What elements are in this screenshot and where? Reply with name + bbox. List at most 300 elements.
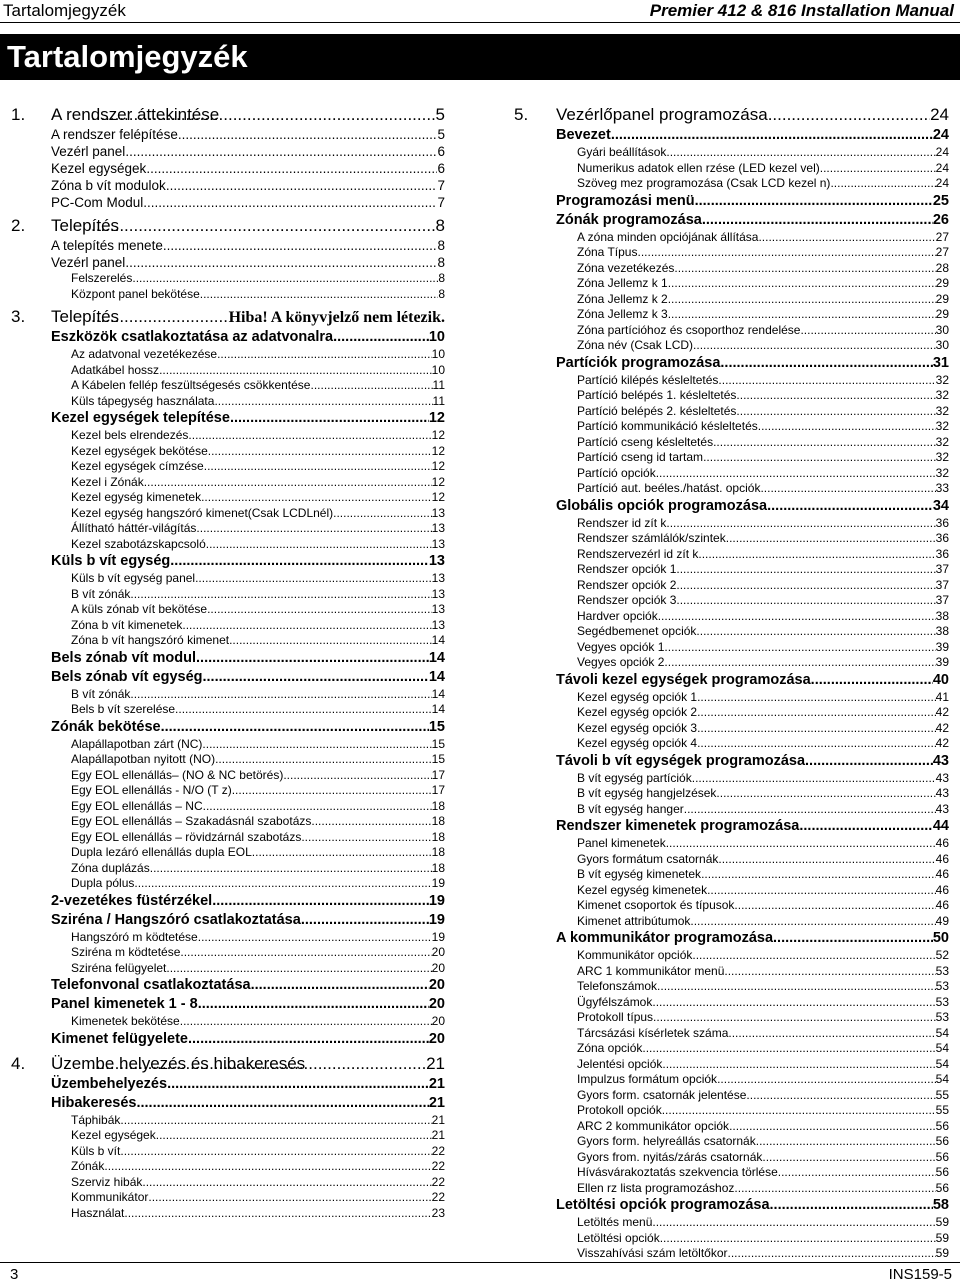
toc-dot-leader [91, 305, 229, 328]
toc-entry-page: 19 [431, 876, 445, 890]
toc-dot-leader [196, 521, 431, 537]
toc-entry[interactable] [514, 261, 949, 277]
toc-entry[interactable] [514, 126, 949, 145]
toc-entry[interactable] [11, 552, 445, 571]
toc-entry-title: Az adatvonal vezetékezése [71, 347, 218, 361]
toc-entry[interactable] [11, 194, 445, 211]
toc-dot-leader [212, 892, 429, 911]
toc-entry[interactable] [11, 602, 445, 618]
toc-entry-title: Alapállapotban zárt (NC) [71, 736, 203, 751]
toc-entry[interactable] [514, 786, 949, 802]
toc-entry-title: Letöltés menü [577, 1215, 653, 1229]
toc-entry[interactable] [514, 192, 949, 211]
toc-entry-page: 8 [437, 255, 445, 270]
toc-entry-title: Zóna b vít modulok [51, 178, 166, 193]
toc-entry[interactable] [11, 1206, 445, 1222]
toc-entry[interactable] [11, 1144, 445, 1160]
toc-entry[interactable] [11, 1052, 445, 1075]
toc-entry[interactable] [11, 768, 445, 784]
toc-dot-leader [136, 1094, 428, 1113]
toc-entry-page: 12 [431, 428, 445, 442]
toc-entry[interactable] [514, 1134, 949, 1150]
toc-entry[interactable] [514, 516, 949, 532]
toc-entry-title: Protokoll opciók [577, 1103, 662, 1117]
toc-entry-title: Bevezet [556, 127, 611, 143]
toc-entry[interactable] [11, 571, 445, 587]
toc-entry-title: Partíció cseng id tartam [577, 450, 704, 464]
toc-dot-leader [232, 783, 432, 799]
toc-entry[interactable] [514, 1119, 949, 1135]
toc-entry[interactable] [514, 609, 949, 625]
toc-entry-title: Kimenet felügyelete [51, 1030, 188, 1047]
toc-entry-page: 15 [431, 736, 445, 751]
toc-entry[interactable] [11, 177, 445, 194]
toc-entry[interactable] [514, 1165, 949, 1181]
toc-entry[interactable] [514, 373, 949, 389]
toc-entry[interactable] [514, 1057, 949, 1073]
toc-entry[interactable] [11, 103, 445, 126]
toc-dot-leader [310, 378, 432, 394]
toc-dot-leader [188, 428, 431, 444]
toc-entry[interactable] [514, 593, 949, 609]
toc-entry-title: Kimenetek bekötése [71, 1014, 180, 1028]
toc-entry[interactable] [11, 783, 445, 799]
toc-entry[interactable] [11, 718, 445, 737]
toc-entry[interactable] [514, 1041, 949, 1057]
toc-entry-title: Zóna vezetékezés [577, 260, 675, 275]
toc-entry[interactable] [514, 671, 949, 690]
toc-entry-title: Eszközök csatlakoztatása az adatvonalra [51, 329, 334, 345]
toc-dot-leader [652, 1215, 935, 1231]
toc-entry[interactable] [514, 948, 949, 964]
toc-entry[interactable] [514, 705, 949, 721]
toc-entry-page: 20 [428, 1030, 445, 1047]
toc-entry[interactable] [514, 771, 949, 787]
toc-entry[interactable] [514, 995, 949, 1011]
toc-entry-page: 13 [431, 602, 445, 616]
toc-entry[interactable] [11, 995, 445, 1014]
toc-entry[interactable] [514, 883, 949, 899]
toc-dot-leader [718, 373, 935, 389]
toc-dot-leader [144, 475, 432, 491]
toc-entry-page: 20 [431, 945, 445, 959]
toc-entry[interactable] [11, 409, 445, 428]
toc-entry[interactable] [514, 161, 949, 177]
toc-entry[interactable] [514, 466, 949, 482]
toc-entry[interactable] [514, 497, 949, 516]
toc-dot-leader [301, 830, 431, 846]
toc-entry-title: Globális opciók programozása [556, 497, 768, 514]
toc-entry-title: Üzembehelyezés [51, 1075, 168, 1092]
toc-dot-leader [695, 192, 933, 211]
toc-entry[interactable] [11, 394, 445, 410]
toc-entry-page: 46 [935, 898, 949, 912]
toc-entry-title: Zónák bekötése [51, 718, 161, 735]
toc-entry-page: 12 [431, 474, 445, 489]
toc-entry[interactable] [11, 1113, 445, 1129]
toc-entry-page: 20 [431, 960, 445, 975]
toc-entry-page: 27 [935, 229, 949, 244]
toc-entry[interactable] [514, 531, 949, 547]
toc-entry[interactable] [11, 976, 445, 995]
toc-entry-title: Táphibák [71, 1112, 121, 1127]
toc-entry[interactable] [514, 640, 949, 656]
toc-entry-page: 32 [935, 403, 949, 418]
toc-entry-title: Bels zónab vít egység [51, 668, 203, 685]
toc-entry-page: 27 [935, 245, 949, 259]
toc-entry[interactable] [11, 490, 445, 506]
toc-dot-leader [666, 145, 935, 161]
toc-entry[interactable] [514, 450, 949, 466]
toc-dot-leader [182, 618, 431, 634]
toc-entry[interactable] [514, 752, 949, 771]
toc-dot-leader [693, 338, 936, 354]
toc-entry[interactable] [11, 587, 445, 603]
toc-entry-title: Rendszer opciók 1 [577, 562, 677, 576]
toc-entry[interactable] [514, 323, 949, 339]
toc-entry[interactable] [11, 830, 445, 846]
toc-entry[interactable] [514, 964, 949, 980]
toc-entry-page: 14 [431, 702, 445, 716]
toc-entry[interactable] [514, 979, 949, 995]
toc-entry[interactable] [11, 537, 445, 553]
toc-entry[interactable] [11, 378, 445, 394]
toc-dot-leader [718, 852, 935, 868]
toc-entry-number: 1. [11, 105, 26, 124]
toc-entry-title: B vít egység hanger [577, 801, 684, 816]
toc-dot-leader [701, 867, 936, 883]
toc-entry[interactable] [11, 687, 445, 703]
toc-entry[interactable] [514, 230, 949, 246]
toc-entry-page: 15 [428, 718, 445, 735]
toc-entry[interactable] [514, 1088, 949, 1104]
toc-entry-page: 20 [428, 996, 445, 1012]
toc-entry[interactable] [514, 1072, 949, 1088]
toc-entry-title: Kezel egységek bekötése [71, 443, 208, 458]
toc-entry[interactable] [11, 1175, 445, 1191]
toc-entry-title: Felszerelés [71, 271, 133, 285]
toc-entry[interactable] [514, 1246, 949, 1262]
toc-entry-page: 21 [431, 1112, 445, 1127]
toc-entry-page: 20 [428, 977, 445, 993]
toc-entry[interactable] [514, 1196, 949, 1215]
toc-entry[interactable] [11, 214, 445, 237]
toc-entry[interactable] [11, 1159, 445, 1175]
toc-entry-title: Zóna Jellemz k 1 [577, 276, 668, 290]
toc-dot-leader [736, 388, 935, 404]
toc-entry[interactable] [514, 852, 949, 868]
toc-entry[interactable] [11, 1128, 445, 1144]
toc-entry-title: Zóna Jellemz k 3 [577, 307, 668, 321]
toc-entry[interactable] [11, 143, 445, 160]
toc-entry-title: Küls tápegység használata [71, 393, 215, 408]
toc-entry[interactable] [514, 867, 949, 883]
toc-entry[interactable] [11, 752, 445, 768]
toc-dot-leader [198, 930, 432, 946]
toc-dot-leader [729, 1119, 936, 1135]
toc-entry-page: 10 [428, 329, 445, 345]
toc-entry-page: 34 [932, 497, 949, 514]
toc-dot-leader [768, 103, 930, 126]
toc-entry[interactable] [11, 861, 445, 877]
toc-entry[interactable] [514, 292, 949, 308]
toc-entry[interactable] [11, 945, 445, 961]
toc-entry-title: Egy EOL ellenállás - N/O (T z) [71, 783, 232, 797]
toc-entry[interactable] [514, 736, 949, 752]
toc-dot-leader [800, 323, 935, 339]
toc-entry[interactable] [514, 245, 949, 261]
toc-dot-leader [668, 307, 936, 323]
toc-entry[interactable] [514, 103, 949, 126]
toc-entry-page: 53 [935, 963, 949, 978]
toc-entry[interactable] [11, 428, 445, 444]
toc-entry-title: Partíció kilépés késleltetés [577, 372, 719, 387]
toc-entry[interactable] [514, 1010, 949, 1026]
toc-entry[interactable] [11, 237, 445, 254]
toc-entry[interactable] [514, 211, 949, 230]
toc-entry[interactable] [514, 404, 949, 420]
toc-entry-title: Telefonszámok [577, 979, 658, 993]
toc-entry[interactable] [11, 799, 445, 815]
toc-entry-title: Letöltési opciók programozása [556, 1197, 770, 1213]
toc-entry-page: 44 [932, 818, 949, 834]
toc-entry[interactable] [514, 929, 949, 948]
toc-dot-leader [130, 687, 431, 703]
toc-entry[interactable] [11, 444, 445, 460]
toc-entry[interactable] [514, 338, 949, 354]
toc-entry-page: 24 [935, 160, 949, 175]
toc-entry-title: Egy EOL ellenállás – rövidzárnál szabotázs [71, 829, 302, 844]
toc-entry[interactable] [514, 1215, 949, 1231]
toc-entry-page: 36 [935, 546, 949, 561]
toc-entry-page: 24 [932, 127, 949, 143]
toc-entry-page: 12 [431, 459, 445, 473]
toc-entry-title: Gyors from. nyitás/zárás csatornák [577, 1149, 763, 1164]
toc-dot-leader [642, 1041, 935, 1057]
toc-entry-title: Panel kimenetek [577, 836, 666, 850]
toc-entry[interactable] [514, 655, 949, 671]
toc-entry-title: Kezel egységek címzése [71, 459, 204, 473]
toc-entry-page: 43 [935, 770, 949, 785]
toc-entry[interactable] [514, 354, 949, 373]
toc-entry-page: 6 [437, 161, 445, 176]
toc-entry-title: Rendszer számlálók/szintek [577, 531, 726, 545]
document-code: INS159-5 [888, 1266, 952, 1283]
toc-entry[interactable] [514, 1231, 949, 1247]
toc-dot-leader [664, 655, 935, 671]
toc-entry-page: 32 [935, 465, 949, 480]
toc-dot-leader [664, 640, 935, 656]
toc-entry[interactable] [11, 160, 445, 177]
toc-entry[interactable] [514, 276, 949, 292]
toc-entry[interactable] [11, 287, 445, 303]
toc-dot-leader [662, 1057, 935, 1073]
toc-entry[interactable] [11, 737, 445, 753]
toc-entry-title: Rendszervezérl id zít k [577, 546, 699, 561]
toc-entry[interactable] [11, 1075, 445, 1094]
toc-entry-page: 17 [431, 767, 445, 782]
toc-entry-title: Távoli kezel egységek programozása [556, 671, 811, 688]
toc-entry-page: 13 [431, 571, 445, 585]
toc-entry[interactable] [11, 347, 445, 363]
toc-entry[interactable] [11, 911, 445, 930]
toc-entry-title: Adatkábel hossz [71, 362, 160, 377]
toc-entry[interactable] [514, 176, 949, 192]
toc-entry[interactable] [11, 271, 445, 287]
toc-entry[interactable] [11, 521, 445, 537]
toc-entry[interactable] [514, 690, 949, 706]
toc-entry[interactable] [11, 126, 445, 143]
toc-entry[interactable] [11, 459, 445, 475]
toc-dot-leader [120, 1113, 431, 1129]
toc-entry[interactable] [514, 721, 949, 737]
toc-entry[interactable] [514, 1026, 949, 1042]
toc-entry-title: Sziréna / Hangszóró csatlakoztatása [51, 911, 301, 928]
toc-entry[interactable] [11, 876, 445, 892]
toc-entry-page: 58 [932, 1197, 949, 1213]
toc-dot-leader [252, 845, 432, 861]
toc-dot-leader [166, 961, 431, 977]
toc-dot-leader [668, 276, 936, 292]
toc-entry-page: 36 [935, 515, 949, 530]
toc-entry[interactable] [11, 649, 445, 668]
toc-entry-page: 26 [932, 211, 949, 228]
toc-entry-title: Sziréna felügyelet [71, 960, 167, 975]
toc-entry-title: Használat [71, 1205, 125, 1220]
toc-entry-page: 13 [428, 553, 445, 569]
toc-entry[interactable] [514, 419, 949, 435]
toc-entry[interactable] [11, 363, 445, 379]
toc-entry-page: 32 [935, 388, 949, 402]
toc-dot-leader [830, 176, 935, 192]
toc-entry-title: Ellen rz lista programozáshoz [577, 1180, 735, 1195]
toc-entry-page: 22 [431, 1143, 445, 1158]
toc-entry-title: Gyors form. csatornák jelentése [577, 1087, 747, 1102]
toc-dot-leader [125, 143, 437, 160]
toc-entry-title: Vegyes opciók 1 [577, 639, 665, 654]
toc-entry[interactable] [514, 435, 949, 451]
toc-entry[interactable] [514, 624, 949, 640]
toc-entry[interactable] [514, 547, 949, 563]
toc-entry[interactable] [514, 562, 949, 578]
toc-entry[interactable] [11, 814, 445, 830]
toc-entry-number: 5. [514, 105, 529, 124]
toc-dot-leader [799, 817, 932, 836]
toc-entry[interactable] [514, 145, 949, 161]
toc-entry-title: Kezel egység opciók 3 [577, 720, 698, 735]
toc-entry[interactable] [514, 836, 949, 852]
toc-dot-leader [178, 126, 438, 143]
toc-dot-leader [666, 516, 935, 532]
toc-entry-title: A telepítés menete [51, 238, 163, 253]
toc-entry[interactable] [11, 845, 445, 861]
toc-entry[interactable] [11, 305, 445, 328]
toc-entry[interactable] [11, 1094, 445, 1113]
toc-entry-page: 54 [935, 1072, 949, 1086]
toc-entry-title: Zóna partícióhoz és csoporthoz rendelése [577, 322, 801, 337]
toc-dot-leader [676, 593, 935, 609]
toc-entry[interactable] [514, 1150, 949, 1166]
toc-entry[interactable] [11, 254, 445, 271]
toc-dot-leader [734, 898, 935, 914]
toc-entry[interactable] [514, 898, 949, 914]
toc-dot-leader [656, 466, 936, 482]
toc-entry-page: 42 [935, 720, 949, 735]
toc-entry-page: 59 [935, 1230, 949, 1245]
toc-entry[interactable] [514, 817, 949, 836]
toc-entry[interactable] [514, 307, 949, 323]
toc-entry[interactable] [514, 1103, 949, 1119]
toc-dot-leader [229, 633, 432, 649]
toc-entry-title: Partíció kommunikáció késleltetés [577, 419, 758, 433]
toc-entry[interactable] [11, 328, 445, 347]
toc-entry-page: 33 [935, 481, 949, 495]
toc-entry[interactable] [11, 633, 445, 649]
toc-entry-title: Rendszer opciók 3 [577, 593, 677, 607]
toc-entry[interactable] [11, 1190, 445, 1206]
toc-entry-title: Egy EOL ellenállás– (NO & NC betörés) [71, 767, 284, 782]
toc-entry[interactable] [514, 1181, 949, 1197]
toc-entry[interactable] [514, 578, 949, 594]
toc-entry-title: Kezel egység hangszóró kimenet(Csak LCDLnél) [71, 505, 334, 520]
toc-entry[interactable] [11, 930, 445, 946]
toc-dot-leader [707, 883, 936, 899]
toc-entry-title: Gyors formátum csatornák [577, 851, 719, 866]
toc-dot-leader [206, 537, 432, 553]
toc-entry-page: 24 [935, 145, 949, 159]
toc-entry[interactable] [514, 914, 949, 930]
toc-entry-page: 18 [431, 814, 445, 828]
toc-entry[interactable] [514, 481, 949, 497]
toc-entry-page: 56 [935, 1134, 949, 1148]
toc-entry-title: Panel kimenetek 1 - 8 [51, 996, 198, 1012]
toc-entry[interactable] [11, 961, 445, 977]
toc-entry[interactable] [11, 506, 445, 522]
toc-entry-title: Letöltési opciók [577, 1230, 660, 1245]
toc-entry[interactable] [11, 1030, 445, 1049]
toc-entry-page: 32 [935, 372, 949, 387]
toc-entry-page: 11 [432, 393, 445, 408]
toc-entry[interactable] [11, 475, 445, 491]
toc-entry-page: 24 [935, 176, 949, 190]
toc-entry-page: 19 [431, 929, 445, 944]
toc-dot-leader [820, 161, 936, 177]
toc-entry-page: 31 [932, 354, 949, 371]
toc-entry-page: 29 [935, 307, 949, 321]
toc-dot-leader [204, 459, 432, 475]
toc-entry-title: Visszahívási szám letöltőkor [577, 1246, 728, 1260]
toc-entry-page: 42 [935, 736, 949, 750]
toc-entry-title: B vít egység hangjelzések [577, 786, 717, 800]
toc-entry[interactable] [514, 802, 949, 818]
toc-entry[interactable] [11, 702, 445, 718]
toc-entry-title: Zónák [71, 1159, 105, 1173]
toc-entry[interactable] [11, 1014, 445, 1030]
toc-entry[interactable] [11, 618, 445, 634]
toc-entry[interactable] [514, 388, 949, 404]
toc-dot-leader [697, 721, 936, 737]
toc-entry-title: Zóna opciók [577, 1041, 643, 1055]
toc-entry[interactable] [11, 668, 445, 687]
toc-entry[interactable] [11, 892, 445, 911]
toc-entry-title: Protokoll típus [577, 1010, 654, 1024]
toc-dot-leader [167, 1075, 429, 1094]
toc-dot-leader [692, 771, 936, 787]
toc-entry-number: 4. [11, 1053, 26, 1073]
toc-entry-page: 15 [431, 752, 445, 766]
toc-entry-page: 41 [935, 689, 949, 704]
toc-dot-leader [156, 1128, 432, 1144]
